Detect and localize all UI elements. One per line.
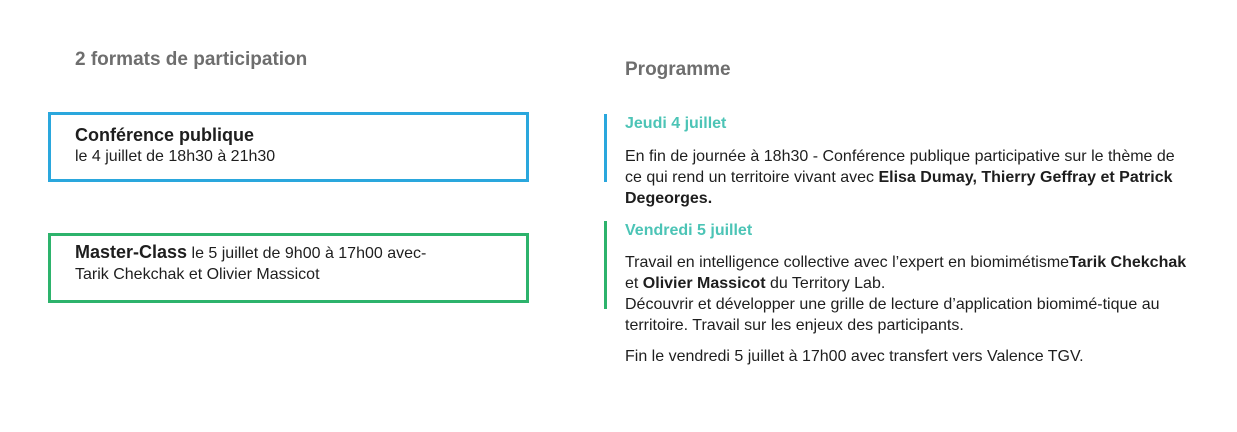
masterclass-line1: [75, 242, 502, 264]
day2-name2: Olivier Massicot: [642, 275, 766, 292]
day2-name1: Tarik Chekchak: [1069, 254, 1187, 271]
day1-name2: Thierry Geffray et Patrick Degeorges.: [625, 169, 1173, 207]
day1-name1: Elisa Dumay: [878, 169, 973, 186]
day1-text: En fin de journée à 18h30 - Conférence publique participative sur le thème de ce qui rend un territoire vivant avec: [625, 148, 1175, 186]
masterclass-detail-line1: le 5 juillet de 9h00 à 17h00 avec-: [187, 245, 427, 262]
day1-description: [625, 146, 1195, 209]
day2-description: [625, 252, 1195, 336]
programme-heading: Programme: [625, 59, 731, 80]
masterclass-title: Master-Class: [75, 242, 188, 262]
day2-text-a: Travail en intelligence collective avec l’expert en biomimétisme: [625, 254, 1070, 271]
conference-format-box: [48, 112, 529, 182]
masterclass-detail-line2: Tarik Chekchak et Olivier Massicot: [75, 266, 320, 283]
day2-text-d: Découvrir et développer une grille de lecture d’application biomimé-tique au territoire. Travail sur les enjeux des participants.: [625, 296, 1160, 334]
masterclass-format-box: [48, 233, 529, 303]
conference-detail: le 4 juillet de 18h30 à 21h30: [75, 148, 276, 165]
day2-title: Vendredi 5 juillet: [625, 222, 753, 239]
day1-separator: ,: [972, 169, 982, 186]
day1-title: Jeudi 4 juillet: [625, 115, 727, 132]
day2-end-text: Fin le vendredi 5 juillet à 17h00 avec transfert vers Valence TGV.: [625, 348, 1084, 365]
day2-text-c: du Territory Lab.: [765, 275, 886, 292]
day2-text-b: et: [625, 275, 643, 292]
formats-heading: 2 formats de participation: [75, 49, 308, 70]
conference-title: Conférence publique: [75, 125, 255, 145]
